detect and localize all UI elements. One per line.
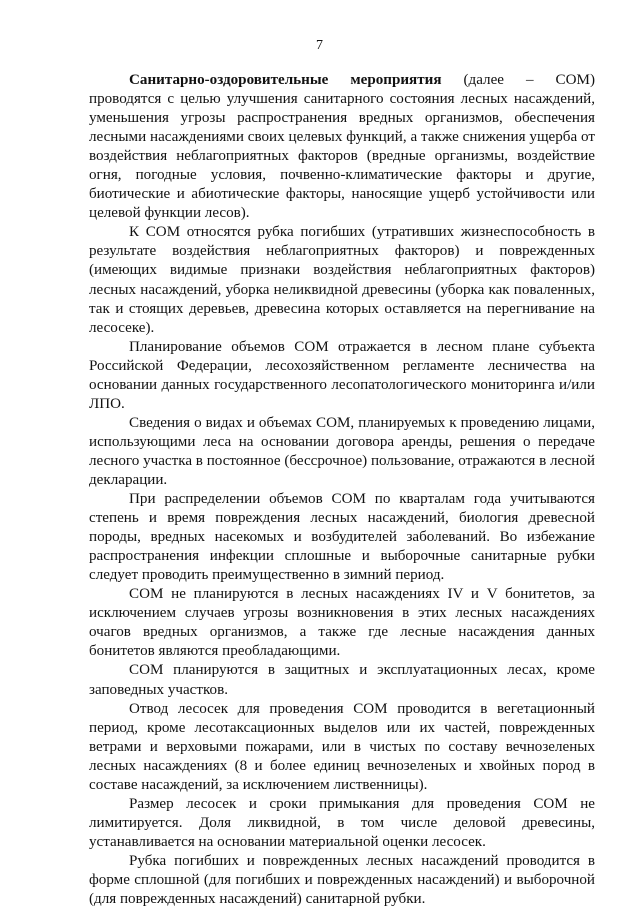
paragraph-5: При распределении объемов СОМ по кварталам года учитываются степень и время повреждения лесных насаждений, биология древесной породы, вредных насекомых и возбудителей заболеваний. Во избежание распространения инфекции сплошные и выборочные санитарные рубки следует проводить преимущественно в зимний период. <box>89 491 595 584</box>
page-number: 7 <box>316 38 323 53</box>
document-body <box>89 71 595 909</box>
paragraph-4: Сведения о видах и объемах СОМ, планируемых к проведению лицами, использующими леса на основании договора аренды, решения о передаче лесного участка в постоянное (бессрочное) пользование, отражаются в лесной декларации. <box>89 414 595 488</box>
paragraph-6: СОМ не планируются в лесных насаждениях IV и V бонитетов, за исключением случаев угрозы возникновения в этих лесных насаждениях очагов вредных организмов, а также где лесные насаждения данных бонитетов являются преобладающими. <box>89 586 595 660</box>
paragraph-10: Рубка погибших и поврежденных лесных насаждений проводится в форме сплошной (для погибших и поврежденных насаждений) и выборочной (для поврежденных насаждений) санитарной рубки. <box>89 852 595 908</box>
paragraph-lead-term: Санитарно-оздоровительные мероприятия <box>129 72 442 88</box>
paragraph-7: СОМ планируются в защитных и эксплуатационных лесах, кроме заповедных участков. <box>89 662 595 698</box>
paragraph-3: Планирование объемов СОМ отражается в лесном плане субъекта Российской Федерации, лесохозяйственном регламенте лесничества на основании данных государственного лесопатологического мониторинга и/или ЛПО. <box>89 338 595 412</box>
paragraph-8: Отвод лесосек для проведения СОМ проводится в вегетационный период, кроме лесотаксационных выделов или их частей, поврежденных ветрами и верховыми пожарами, или в чистых по составу вечнозеленых лесных насаждениях (8 и более единиц вечнозеленых и хвойных пород в составе насаждений, за исключением лиственницы). <box>89 700 595 793</box>
paragraph-9: Размер лесосек и сроки примыкания для проведения СОМ не лимитируется. Доля ликвидной, в том числе деловой древесины, устанавливается на основании материальной оценки лесосек. <box>89 795 595 850</box>
paragraph-text: (далее – СОМ) проводятся с целью улучшения санитарного состояния лесных насаждений, уменьшения угрозы распространения вредных организмов, обеспечения лесными насаждениями своих целевых функций, а также снижения ущерба от воздействия неблагоприятных факторов (вредные организмы, воздействие огня, погодные условия, почвенно-климатические факторы и другие, биотические и абиотические факторы, наносящие ущерб устойчивости или целевой функции лесов). <box>89 72 595 222</box>
paragraph-2: К СОМ относятся рубка погибших (утративших жизнеспособность в результате воздействия неблагоприятных факторов) и поврежденных (имеющих видимые признаки воздействия неблагоприятных факторов) лесных насаждений, уборка неликвидной древесины (уборка как поваленных, так и стоящих деревьев, древесина которых оставляется на перегнивание на лесосеке). <box>89 224 595 336</box>
paragraph-1 <box>89 71 595 223</box>
